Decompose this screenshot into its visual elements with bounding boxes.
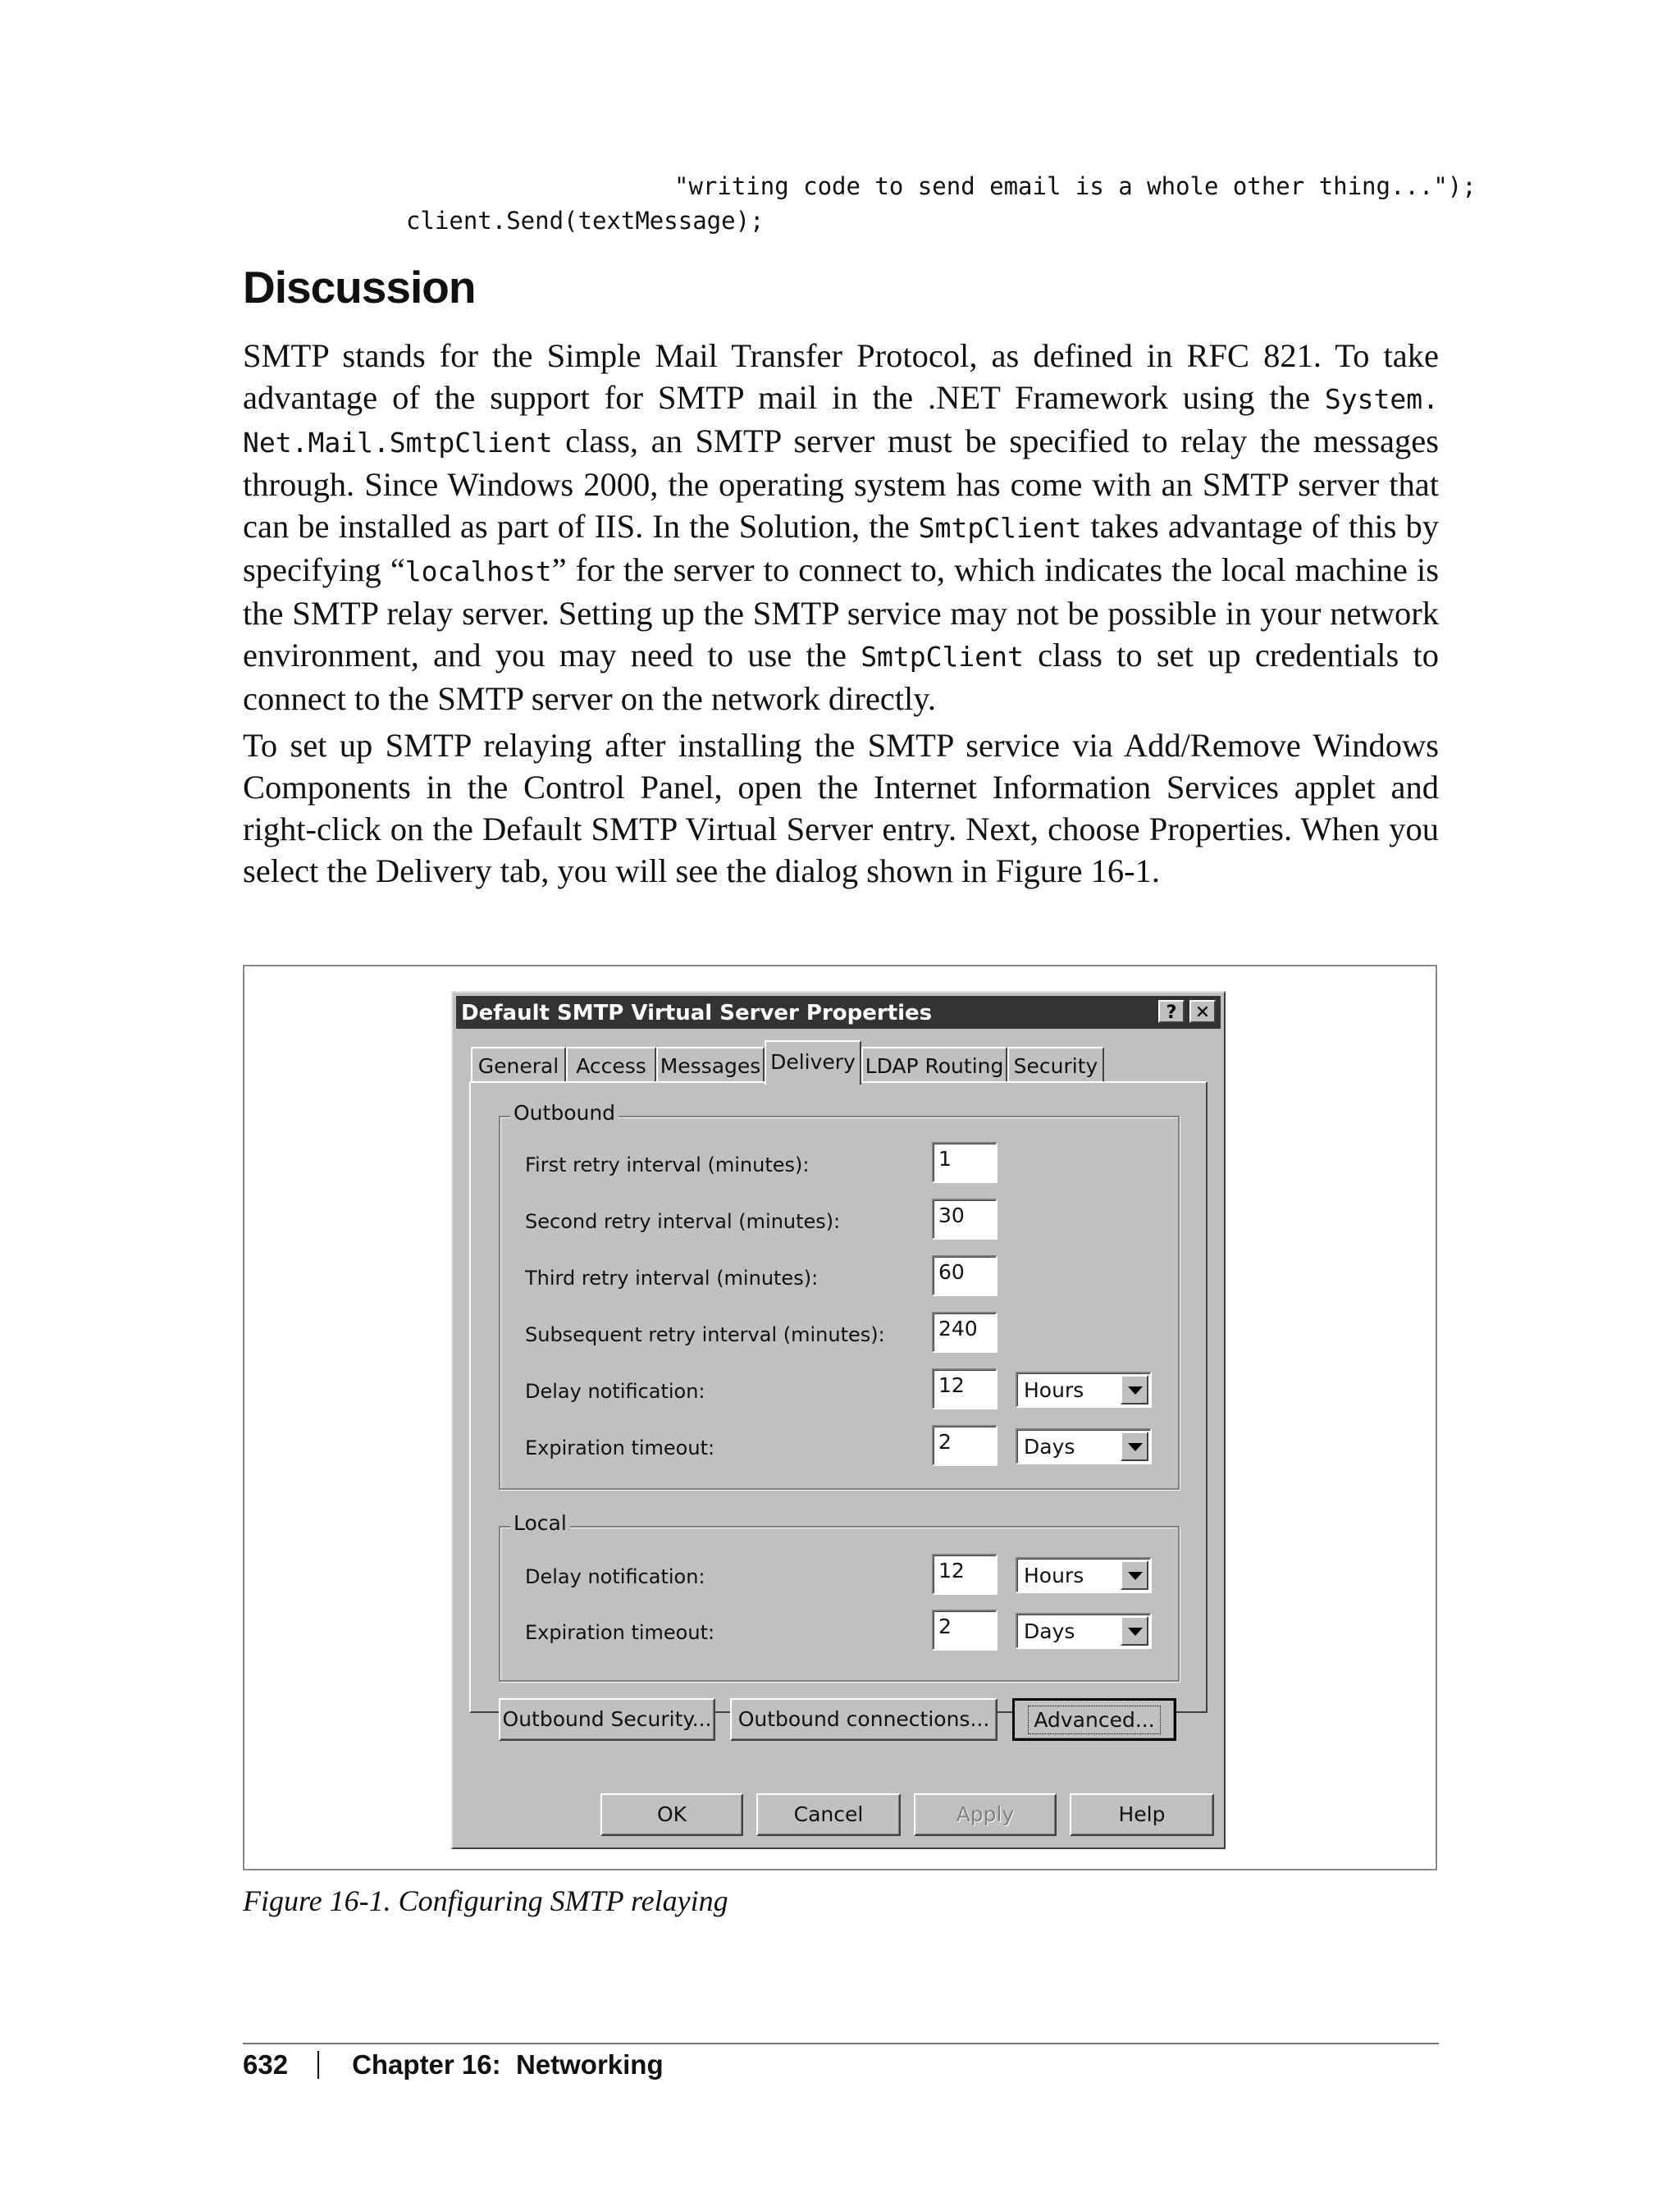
tab-security[interactable]: Security [1007,1047,1104,1083]
subsequent-retry-input[interactable]: 240 [932,1312,998,1353]
para1-text-2: class, an SMTP server must be specified to relay the messages through. Since Windows 2000, the operating system has come with an SMTP server that can be installed as part of IIS. In the Solution, the [243,422,1439,545]
chevron-down-icon[interactable] [1121,1375,1148,1404]
tab-general[interactable]: General [471,1047,566,1083]
help-icon[interactable]: ? [1158,1000,1185,1023]
para1-code-3: localhost [404,555,552,587]
local-legend: Local [510,1511,570,1535]
outbound-expiration-input[interactable]: 2 [932,1425,998,1466]
para1-text-1: SMTP stands for the Simple Mail Transfer Protocol, as defined in RFC 821. To take advantage of the support for SMTP mail in the .NET Framework using the [243,337,1439,416]
outbound-delay-input[interactable]: 12 [932,1368,998,1409]
local-delay-unit-value: Hours [1024,1564,1084,1587]
code-line-1: "writing code to send email is a whole other thing..."); [674,172,1477,200]
third-retry-label: Third retry interval (minutes): [525,1267,819,1290]
tab-delivery[interactable]: Delivery [765,1040,861,1085]
figure-caption: Figure 16-1. Configuring SMTP relaying [243,1884,728,1917]
outbound-delay-label: Delay notification: [525,1380,705,1403]
para1-code-1: System. Net.Mail.SmtpClient [243,383,1439,459]
first-retry-input[interactable]: 1 [932,1142,998,1183]
footer-separator [317,2051,319,2079]
local-delay-label: Delay notification: [525,1565,705,1588]
local-expiration-unit-value: Days [1024,1619,1075,1643]
help-button[interactable]: Help [1070,1793,1214,1836]
outbound-legend: Outbound [510,1101,619,1125]
dialog-title: Default SMTP Virtual Server Properties [461,1001,933,1025]
local-expiration-input[interactable]: 2 [932,1610,998,1651]
apply-button[interactable]: Apply [914,1793,1057,1836]
first-retry-label: First retry interval (minutes): [525,1153,810,1176]
para1-code-4: SmtpClient [861,641,1024,673]
chevron-down-icon[interactable] [1121,1560,1148,1590]
cancel-button[interactable]: Cancel [756,1793,901,1836]
code-line-2: client.Send(textMessage); [406,207,765,235]
local-delay-unit-select[interactable] [1016,1557,1152,1593]
local-expiration-unit-select[interactable] [1016,1613,1152,1649]
para1-text-3: takes advantage of this by specifying “ [243,508,1440,588]
chevron-down-icon[interactable] [1121,1616,1148,1646]
local-expiration-label: Expiration timeout: [525,1621,715,1644]
outbound-delay-unit-select[interactable] [1016,1372,1152,1408]
local-delay-input[interactable]: 12 [932,1554,998,1595]
outbound-security-button[interactable]: Outbound Security... [499,1698,715,1741]
smtp-properties-dialog [451,991,1226,1849]
para1-code-2: SmtpClient [918,512,1082,544]
page-number: 632 [243,2049,289,2080]
third-retry-input[interactable]: 60 [932,1255,998,1296]
chapter-title: Chapter 16: Networking [352,2049,664,2080]
second-retry-label: Second retry interval (minutes): [525,1210,841,1233]
paragraph-2: To set up SMTP relaying after installing the SMTP service via Add/Remove Windows Components in the Control Panel, open the Internet Information Services applet and right-click on the Default SMTP Virtual Server entry. Next, choose Properties. When you select the Delivery tab, you will see the dialog shown in Figure 16-1. [243,727,1439,889]
advanced-button-label: Advanced... [1029,1706,1159,1733]
close-icon[interactable]: ✕ [1189,1000,1216,1023]
para1-text-5: class to set up credentials to connect to the SMTP server on the network directly. [243,637,1439,717]
outbound-expiration-unit-value: Days [1024,1435,1075,1459]
footer-rule [243,2043,1439,2044]
page-footer [243,2049,664,2080]
advanced-button[interactable] [1012,1698,1176,1741]
ok-button[interactable]: OK [600,1793,743,1836]
second-retry-input[interactable]: 30 [932,1199,998,1240]
local-group [499,1511,1180,1682]
para1-text-4: ” for the server to connect to, which indicates the local machine is the SMTP relay server. Setting up the SMTP service may not be possible in your network environment, and you may need to use the [243,551,1439,674]
dialog-titlebar[interactable] [456,996,1221,1029]
outbound-group [499,1101,1180,1490]
tab-ldap-routing[interactable]: LDAP Routing [861,1047,1007,1083]
delivery-tab-panel [469,1081,1208,1732]
subsequent-retry-label: Subsequent retry interval (minutes): [525,1323,885,1346]
chevron-down-icon[interactable] [1121,1432,1148,1461]
paragraph-1 [243,335,1439,719]
tab-access[interactable]: Access [566,1047,656,1083]
outbound-expiration-unit-select[interactable] [1016,1428,1152,1464]
outbound-connections-button[interactable]: Outbound connections... [730,1698,998,1741]
tab-messages[interactable]: Messages [656,1047,765,1083]
outbound-expiration-label: Expiration timeout: [525,1436,715,1459]
outbound-delay-unit-value: Hours [1024,1378,1084,1402]
section-heading: Discussion [243,262,476,313]
